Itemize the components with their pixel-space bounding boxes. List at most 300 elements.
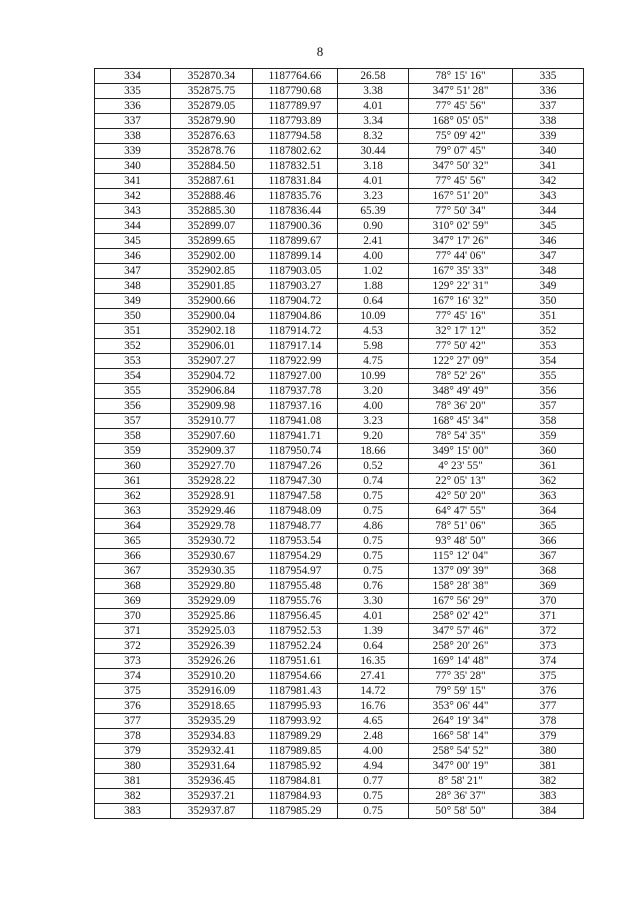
point-number-cell: 339 (95, 144, 171, 159)
table-row (95, 714, 584, 729)
table-row (95, 669, 584, 684)
x-coordinate-cell: 352928.91 (171, 489, 253, 504)
distance-cell: 4.75 (338, 354, 409, 369)
x-coordinate-cell: 352937.87 (171, 804, 253, 819)
y-coordinate-cell: 1187953.54 (253, 534, 338, 549)
bearing-cell: 32° 17' 12" (409, 324, 513, 339)
y-coordinate-cell: 1187956.45 (253, 609, 338, 624)
y-coordinate-cell: 1187947.26 (253, 459, 338, 474)
bearing-cell: 78° 52' 26" (409, 369, 513, 384)
x-coordinate-cell: 352928.22 (171, 474, 253, 489)
distance-cell: 4.53 (338, 324, 409, 339)
y-coordinate-cell: 1187989.29 (253, 729, 338, 744)
x-coordinate-cell: 352930.72 (171, 534, 253, 549)
bearing-cell: 168° 45' 34" (409, 414, 513, 429)
y-coordinate-cell: 1187914.72 (253, 324, 338, 339)
x-coordinate-cell: 352900.66 (171, 294, 253, 309)
point-number-cell: 360 (95, 459, 171, 474)
distance-cell: 2.48 (338, 729, 409, 744)
table-row (95, 609, 584, 624)
bearing-cell: 167° 56' 29" (409, 594, 513, 609)
bearing-cell: 347° 00' 19" (409, 759, 513, 774)
distance-cell: 4.00 (338, 744, 409, 759)
next-point-cell: 345 (513, 219, 584, 234)
y-coordinate-cell: 1187835.76 (253, 189, 338, 204)
table-row (95, 534, 584, 549)
table-row (95, 429, 584, 444)
bearing-cell: 77° 44' 06" (409, 249, 513, 264)
bearing-cell: 28° 36' 37" (409, 789, 513, 804)
x-coordinate-cell: 352925.86 (171, 609, 253, 624)
table-row (95, 369, 584, 384)
distance-cell: 5.98 (338, 339, 409, 354)
bearing-cell: 64° 47' 55" (409, 504, 513, 519)
distance-cell: 0.75 (338, 489, 409, 504)
point-number-cell: 370 (95, 609, 171, 624)
next-point-cell: 341 (513, 159, 584, 174)
bearing-cell: 42° 50' 20" (409, 489, 513, 504)
next-point-cell: 361 (513, 459, 584, 474)
distance-cell: 8.32 (338, 129, 409, 144)
next-point-cell: 354 (513, 354, 584, 369)
next-point-cell: 379 (513, 729, 584, 744)
x-coordinate-cell: 352925.03 (171, 624, 253, 639)
x-coordinate-cell: 352902.18 (171, 324, 253, 339)
bearing-cell: 258° 20' 26" (409, 639, 513, 654)
table-row (95, 189, 584, 204)
distance-cell: 2.41 (338, 234, 409, 249)
point-number-cell: 380 (95, 759, 171, 774)
distance-cell: 27.41 (338, 669, 409, 684)
x-coordinate-cell: 352918.65 (171, 699, 253, 714)
bearing-cell: 264° 19' 34" (409, 714, 513, 729)
distance-cell: 0.75 (338, 504, 409, 519)
point-number-cell: 383 (95, 804, 171, 819)
bearing-cell: 78° 15' 16" (409, 69, 513, 84)
distance-cell: 9.20 (338, 429, 409, 444)
bearing-cell: 347° 17' 26" (409, 234, 513, 249)
x-coordinate-cell: 352904.72 (171, 369, 253, 384)
bearing-cell: 78° 51' 06" (409, 519, 513, 534)
y-coordinate-cell: 1187802.62 (253, 144, 338, 159)
y-coordinate-cell: 1187947.30 (253, 474, 338, 489)
bearing-cell: 4° 23' 55" (409, 459, 513, 474)
next-point-cell: 382 (513, 774, 584, 789)
bearing-cell: 167° 51' 20" (409, 189, 513, 204)
table-row (95, 84, 584, 99)
x-coordinate-cell: 352888.46 (171, 189, 253, 204)
next-point-cell: 343 (513, 189, 584, 204)
point-number-cell: 367 (95, 564, 171, 579)
table-row (95, 789, 584, 804)
table-row (95, 519, 584, 534)
bearing-cell: 78° 54' 35" (409, 429, 513, 444)
next-point-cell: 359 (513, 429, 584, 444)
point-number-cell: 379 (95, 744, 171, 759)
table-row (95, 564, 584, 579)
table-row (95, 414, 584, 429)
bearing-cell: 75° 09' 42" (409, 129, 513, 144)
table-row (95, 159, 584, 174)
next-point-cell: 351 (513, 309, 584, 324)
table-row (95, 804, 584, 819)
bearing-cell: 129° 22' 31" (409, 279, 513, 294)
next-point-cell: 360 (513, 444, 584, 459)
next-point-cell: 372 (513, 624, 584, 639)
next-point-cell: 383 (513, 789, 584, 804)
next-point-cell: 378 (513, 714, 584, 729)
distance-cell: 4.86 (338, 519, 409, 534)
distance-cell: 10.99 (338, 369, 409, 384)
y-coordinate-cell: 1187985.29 (253, 804, 338, 819)
next-point-cell: 376 (513, 684, 584, 699)
table-row (95, 444, 584, 459)
point-number-cell: 350 (95, 309, 171, 324)
distance-cell: 16.76 (338, 699, 409, 714)
y-coordinate-cell: 1187836.44 (253, 204, 338, 219)
y-coordinate-cell: 1187955.76 (253, 594, 338, 609)
distance-cell: 1.88 (338, 279, 409, 294)
x-coordinate-cell: 352879.90 (171, 114, 253, 129)
y-coordinate-cell: 1187951.61 (253, 654, 338, 669)
page-number: 8 (316, 44, 324, 59)
x-coordinate-cell: 352909.37 (171, 444, 253, 459)
next-point-cell: 364 (513, 504, 584, 519)
x-coordinate-cell: 352930.35 (171, 564, 253, 579)
table-row (95, 729, 584, 744)
next-point-cell: 358 (513, 414, 584, 429)
y-coordinate-cell: 1187948.09 (253, 504, 338, 519)
table-row (95, 339, 584, 354)
table-row (95, 474, 584, 489)
point-number-cell: 354 (95, 369, 171, 384)
distance-cell: 0.75 (338, 564, 409, 579)
point-number-cell: 340 (95, 159, 171, 174)
x-coordinate-cell: 352910.77 (171, 414, 253, 429)
distance-cell: 0.74 (338, 474, 409, 489)
next-point-cell: 365 (513, 519, 584, 534)
y-coordinate-cell: 1187947.58 (253, 489, 338, 504)
y-coordinate-cell: 1187832.51 (253, 159, 338, 174)
point-number-cell: 342 (95, 189, 171, 204)
bearing-cell: 77° 45' 56" (409, 99, 513, 114)
y-coordinate-cell: 1187764.66 (253, 69, 338, 84)
distance-cell: 4.01 (338, 174, 409, 189)
x-coordinate-cell: 352899.65 (171, 234, 253, 249)
x-coordinate-cell: 352937.21 (171, 789, 253, 804)
next-point-cell: 336 (513, 84, 584, 99)
x-coordinate-cell: 352902.85 (171, 264, 253, 279)
point-number-cell: 357 (95, 414, 171, 429)
next-point-cell: 370 (513, 594, 584, 609)
bearing-cell: 347° 50' 32" (409, 159, 513, 174)
next-point-cell: 380 (513, 744, 584, 759)
x-coordinate-cell: 352878.76 (171, 144, 253, 159)
y-coordinate-cell: 1187904.72 (253, 294, 338, 309)
table-row (95, 699, 584, 714)
point-number-cell: 353 (95, 354, 171, 369)
next-point-cell: 381 (513, 759, 584, 774)
x-coordinate-cell: 352934.83 (171, 729, 253, 744)
point-number-cell: 366 (95, 549, 171, 564)
next-point-cell: 346 (513, 234, 584, 249)
y-coordinate-cell: 1187981.43 (253, 684, 338, 699)
next-point-cell: 366 (513, 534, 584, 549)
table-row (95, 249, 584, 264)
point-number-cell: 371 (95, 624, 171, 639)
distance-cell: 4.65 (338, 714, 409, 729)
x-coordinate-cell: 352875.75 (171, 84, 253, 99)
y-coordinate-cell: 1187794.58 (253, 129, 338, 144)
table-row (95, 99, 584, 114)
y-coordinate-cell: 1187995.93 (253, 699, 338, 714)
table-row (95, 114, 584, 129)
bearing-cell: 167° 16' 32" (409, 294, 513, 309)
coordinates-table-body (95, 69, 584, 819)
point-number-cell: 343 (95, 204, 171, 219)
bearing-cell: 347° 57' 46" (409, 624, 513, 639)
distance-cell: 4.94 (338, 759, 409, 774)
point-number-cell: 351 (95, 324, 171, 339)
point-number-cell: 381 (95, 774, 171, 789)
bearing-cell: 77° 50' 34" (409, 204, 513, 219)
bearing-cell: 93° 48' 50" (409, 534, 513, 549)
bearing-cell: 79° 59' 15" (409, 684, 513, 699)
distance-cell: 0.75 (338, 804, 409, 819)
next-point-cell: 349 (513, 279, 584, 294)
bearing-cell: 349° 15' 00" (409, 444, 513, 459)
x-coordinate-cell: 352929.09 (171, 594, 253, 609)
bearing-cell: 167° 35' 33" (409, 264, 513, 279)
point-number-cell: 346 (95, 249, 171, 264)
next-point-cell: 344 (513, 204, 584, 219)
point-number-cell: 378 (95, 729, 171, 744)
distance-cell: 0.75 (338, 789, 409, 804)
table-row (95, 204, 584, 219)
point-number-cell: 348 (95, 279, 171, 294)
bearing-cell: 169° 14' 48" (409, 654, 513, 669)
bearing-cell: 79° 07' 45" (409, 144, 513, 159)
point-number-cell: 362 (95, 489, 171, 504)
point-number-cell: 349 (95, 294, 171, 309)
bearing-cell: 166° 58' 14" (409, 729, 513, 744)
table-row (95, 639, 584, 654)
point-number-cell: 375 (95, 684, 171, 699)
y-coordinate-cell: 1187937.16 (253, 399, 338, 414)
table-row (95, 594, 584, 609)
x-coordinate-cell: 352929.46 (171, 504, 253, 519)
table-row (95, 579, 584, 594)
y-coordinate-cell: 1187948.77 (253, 519, 338, 534)
distance-cell: 3.30 (338, 594, 409, 609)
table-row (95, 744, 584, 759)
point-number-cell: 355 (95, 384, 171, 399)
bearing-cell: 78° 36' 20" (409, 399, 513, 414)
distance-cell: 0.64 (338, 639, 409, 654)
distance-cell: 0.76 (338, 579, 409, 594)
y-coordinate-cell: 1187899.67 (253, 234, 338, 249)
table-row (95, 774, 584, 789)
table-row (95, 654, 584, 669)
y-coordinate-cell: 1187904.86 (253, 309, 338, 324)
table-row (95, 489, 584, 504)
next-point-cell: 350 (513, 294, 584, 309)
table-row (95, 399, 584, 414)
bearing-cell: 122° 27' 09" (409, 354, 513, 369)
point-number-cell: 373 (95, 654, 171, 669)
x-coordinate-cell: 352884.50 (171, 159, 253, 174)
next-point-cell: 337 (513, 99, 584, 114)
y-coordinate-cell: 1187954.97 (253, 564, 338, 579)
y-coordinate-cell: 1187793.89 (253, 114, 338, 129)
point-number-cell: 382 (95, 789, 171, 804)
distance-cell: 0.75 (338, 534, 409, 549)
table-row (95, 684, 584, 699)
table-row (95, 759, 584, 774)
coordinates-table (94, 68, 584, 819)
next-point-cell: 335 (513, 69, 584, 84)
y-coordinate-cell: 1187790.68 (253, 84, 338, 99)
x-coordinate-cell: 352929.78 (171, 519, 253, 534)
distance-cell: 4.01 (338, 99, 409, 114)
bearing-cell: 77° 50' 42" (409, 339, 513, 354)
y-coordinate-cell: 1187903.05 (253, 264, 338, 279)
table-row (95, 324, 584, 339)
distance-cell: 3.20 (338, 384, 409, 399)
y-coordinate-cell: 1187831.84 (253, 174, 338, 189)
table-row (95, 459, 584, 474)
y-coordinate-cell: 1187900.36 (253, 219, 338, 234)
y-coordinate-cell: 1187954.29 (253, 549, 338, 564)
next-point-cell: 348 (513, 264, 584, 279)
next-point-cell: 362 (513, 474, 584, 489)
point-number-cell: 363 (95, 504, 171, 519)
point-number-cell: 368 (95, 579, 171, 594)
y-coordinate-cell: 1187941.71 (253, 429, 338, 444)
table-row (95, 504, 584, 519)
table-row (95, 279, 584, 294)
bearing-cell: 77° 35' 28" (409, 669, 513, 684)
distance-cell: 3.23 (338, 414, 409, 429)
distance-cell: 0.77 (338, 774, 409, 789)
point-number-cell: 345 (95, 234, 171, 249)
x-coordinate-cell: 352926.39 (171, 639, 253, 654)
bearing-cell: 158° 28' 38" (409, 579, 513, 594)
bearing-cell: 77° 45' 16" (409, 309, 513, 324)
y-coordinate-cell: 1187937.78 (253, 384, 338, 399)
next-point-cell: 374 (513, 654, 584, 669)
table-row (95, 234, 584, 249)
table-row (95, 354, 584, 369)
point-number-cell: 374 (95, 669, 171, 684)
x-coordinate-cell: 352929.80 (171, 579, 253, 594)
next-point-cell: 377 (513, 699, 584, 714)
table-row (95, 384, 584, 399)
point-number-cell: 361 (95, 474, 171, 489)
bearing-cell: 347° 51' 28" (409, 84, 513, 99)
y-coordinate-cell: 1187903.27 (253, 279, 338, 294)
next-point-cell: 368 (513, 564, 584, 579)
x-coordinate-cell: 352906.84 (171, 384, 253, 399)
point-number-cell: 372 (95, 639, 171, 654)
point-number-cell: 356 (95, 399, 171, 414)
y-coordinate-cell: 1187989.85 (253, 744, 338, 759)
x-coordinate-cell: 352870.34 (171, 69, 253, 84)
x-coordinate-cell: 352887.61 (171, 174, 253, 189)
bearing-cell: 353° 06' 44" (409, 699, 513, 714)
distance-cell: 0.75 (338, 549, 409, 564)
point-number-cell: 334 (95, 69, 171, 84)
table-row (95, 219, 584, 234)
bearing-cell: 258° 02' 42" (409, 609, 513, 624)
y-coordinate-cell: 1187789.97 (253, 99, 338, 114)
distance-cell: 16.35 (338, 654, 409, 669)
point-number-cell: 376 (95, 699, 171, 714)
point-number-cell: 364 (95, 519, 171, 534)
y-coordinate-cell: 1187950.74 (253, 444, 338, 459)
x-coordinate-cell: 352902.00 (171, 249, 253, 264)
distance-cell: 4.00 (338, 399, 409, 414)
next-point-cell: 375 (513, 669, 584, 684)
bearing-cell: 137° 09' 39" (409, 564, 513, 579)
x-coordinate-cell: 352909.98 (171, 399, 253, 414)
x-coordinate-cell: 352936.45 (171, 774, 253, 789)
point-number-cell: 358 (95, 429, 171, 444)
x-coordinate-cell: 352900.04 (171, 309, 253, 324)
next-point-cell: 355 (513, 369, 584, 384)
x-coordinate-cell: 352879.05 (171, 99, 253, 114)
y-coordinate-cell: 1187941.08 (253, 414, 338, 429)
next-point-cell: 356 (513, 384, 584, 399)
point-number-cell: 352 (95, 339, 171, 354)
distance-cell: 3.18 (338, 159, 409, 174)
distance-cell: 3.23 (338, 189, 409, 204)
x-coordinate-cell: 352935.29 (171, 714, 253, 729)
point-number-cell: 359 (95, 444, 171, 459)
x-coordinate-cell: 352930.67 (171, 549, 253, 564)
y-coordinate-cell: 1187954.66 (253, 669, 338, 684)
bearing-cell: 8° 58' 21" (409, 774, 513, 789)
next-point-cell: 369 (513, 579, 584, 594)
distance-cell: 3.38 (338, 84, 409, 99)
point-number-cell: 336 (95, 99, 171, 114)
distance-cell: 30.44 (338, 144, 409, 159)
next-point-cell: 339 (513, 129, 584, 144)
y-coordinate-cell: 1187984.93 (253, 789, 338, 804)
bearing-cell: 258° 54' 52" (409, 744, 513, 759)
next-point-cell: 367 (513, 549, 584, 564)
x-coordinate-cell: 352907.60 (171, 429, 253, 444)
bearing-cell: 22° 05' 13" (409, 474, 513, 489)
distance-cell: 1.02 (338, 264, 409, 279)
table-row (95, 309, 584, 324)
x-coordinate-cell: 352901.85 (171, 279, 253, 294)
bearing-cell: 115° 12' 04" (409, 549, 513, 564)
next-point-cell: 373 (513, 639, 584, 654)
x-coordinate-cell: 352907.27 (171, 354, 253, 369)
next-point-cell: 384 (513, 804, 584, 819)
table-row (95, 294, 584, 309)
point-number-cell: 347 (95, 264, 171, 279)
point-number-cell: 335 (95, 84, 171, 99)
table-row (95, 264, 584, 279)
point-number-cell: 338 (95, 129, 171, 144)
distance-cell: 26.58 (338, 69, 409, 84)
x-coordinate-cell: 352910.20 (171, 669, 253, 684)
bearing-cell: 310° 02' 59" (409, 219, 513, 234)
x-coordinate-cell: 352906.01 (171, 339, 253, 354)
distance-cell: 0.52 (338, 459, 409, 474)
